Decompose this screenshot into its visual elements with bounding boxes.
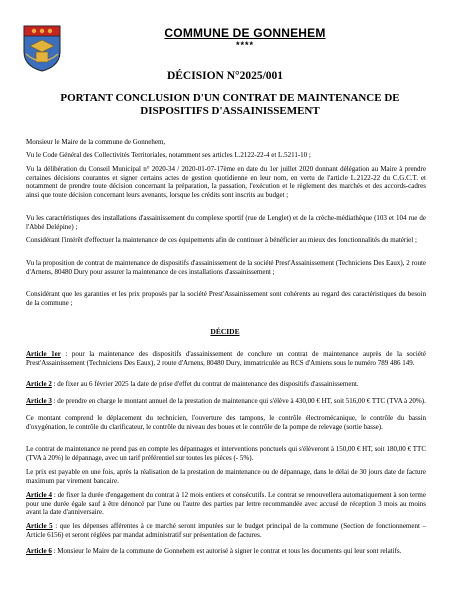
article-2-label: Article 2 <box>26 380 52 388</box>
article-3-details: Ce montant comprend le déplacement du technicien, l'ouverture des tampons, le contrôle électromécanique, le contrôle du bassin d'oxygénation, le contrôle du clarificateur, le contrôle du niveau des boues et le contrôle de la pompe de relevage (sortie basse). <box>26 414 426 431</box>
article-6-text: : Monsieur le Maire de la commune de Gonnehem est autorisé à signer le contrat et tous les documents qui leur sont relatifs. <box>51 547 402 555</box>
article-5 <box>26 522 426 539</box>
article-3 <box>26 397 426 406</box>
preamble-considerant-garanties: Considérant que les garanties et les prix proposés par la société Prest'Assainissement sont cohérents au regard des caractéristiques du besoin de la commune ; <box>26 290 426 307</box>
article-1 <box>26 350 426 367</box>
preamble-maire: Monsieur le Maire de la commune de Gonnehem, <box>26 138 166 146</box>
decide-heading: DÉCIDE <box>210 327 240 336</box>
preamble-considerant-interet: Considérant l'intérêt d'effectuer la maintenance de ces équipements afin de continuer à bénéficier au mieux des fonctionnalités du matériel ; <box>26 236 417 244</box>
preamble-proposition: Vu la proposition de contrat de maintenance de dispositifs d'assainissement de la société Prest'Assainissement (Techniciens Des Eaux), 2 route d'Arnens, 80480 Dury pour assurer la maintenance de ces installations d'assainissement ; <box>26 259 426 276</box>
decision-subject: PORTANT CONCLUSION D'UN CONTRAT DE MAINTENANCE DE DISPOSITIFS D'ASSAINISSEMENT <box>60 92 400 117</box>
article-2-text: : de fixer au 6 février 2025 la date de prise d'effet du contrat de maintenance des dispositifs d'assainissement. <box>51 380 359 388</box>
article-1-label: Article 1er <box>26 350 61 358</box>
article-4-text: : de fixer la durée d'engagement du contrat à 12 mois entiers et consécutifs. Le contrat se renouvellera automatiquement à son terme pour une durée égale sauf à être dénoncé par l'une ou l'autre des parties par lettre recommandée avec accusé de réception 3 mois au moins avant la date d'anniversaire. <box>26 491 426 517</box>
preamble-deliberation: Vu la délibération du Conseil Municipal n° 2020-34 / 2020-01-07-17ème en date du 1er juillet 2020 donnant délégation au Maire à prendre certaines décisions courantes et signer certains actes de gestion quotidienne en leur nom, en vertu de l'article L.2122-22 du C.G.C.T. et notamment de prendre toute décision concernant la préparation, la passation, l'exécution et le règlement des marchés et des accords-cadres ainsi que toute décision concernant leurs avenants, lorsque les crédits sont inscrits au budget ; <box>26 165 426 199</box>
article-4-label: Article 4 <box>26 491 52 499</box>
preamble-cgct: Vu le Code Général des Collectivités Territoriales, notamment ses articles L.2122-22-4 et L.5211-10 ; <box>26 151 311 159</box>
commune-name: COMMUNE DE GONNEHEM <box>164 26 326 40</box>
article-5-label: Article 5 <box>26 522 53 530</box>
decision-number: DÉCISION N°2025/001 <box>166 70 284 82</box>
coat-of-arms-logo <box>22 24 62 72</box>
article-5-text: : que les dépenses afférentes à ce marché seront imputées sur le budget principal de la commune (Section de fonctionnement – Article 6156) et seront réglées par mandat administratif sur présentation de factures. <box>26 522 426 539</box>
article-3-text: : de prendre en charge le montant annuel de la prestation de maintenance qui s'élève à 430,00 € HT, soit 516,00 € TTC (TVA à 20%). <box>51 397 426 405</box>
article-3-depannage: Le contrat de maintenance ne prend pas en compte les dépannages et interventions ponctuels qui s'élèveront à 150,00 € HT, soit 180,00 € TTC (TVA à 20%) le dépannage, avec un tarif préférentiel sur toutes les pièces (- 5%). <box>26 445 426 462</box>
article-6 <box>26 547 426 556</box>
article-2 <box>26 380 426 389</box>
preamble-installations: Vu les caractéristiques des installations d'assainissement du complexe sportif (rue de Lenglet) et de la crèche-médiathèque (103 et 104 rue de l'Abbé Delépine) ; <box>26 214 426 231</box>
article-4 <box>26 491 426 517</box>
article-3-paiement: Le prix est payable en une fois, après la réalisation de la prestation de maintenance ou de dépannage, dans le délai de 30 jours date de facture maximum par virement bancaire. <box>26 468 426 485</box>
article-6-label: Article 6 <box>26 547 52 555</box>
stars-decoration: **** <box>235 40 254 50</box>
article-3-label: Article 3 <box>26 397 52 405</box>
article-1-text: : pour la maintenance des dispositifs d'assainissement de conclure un contrat de maintenance auprès de la société Prest'Assainissement (Techniciens Des Eaux), 2 route d'Arnens, 80480 Dury, immatriculée au RCS d'Amiens sous le numéro 789 486 149. <box>26 350 426 367</box>
